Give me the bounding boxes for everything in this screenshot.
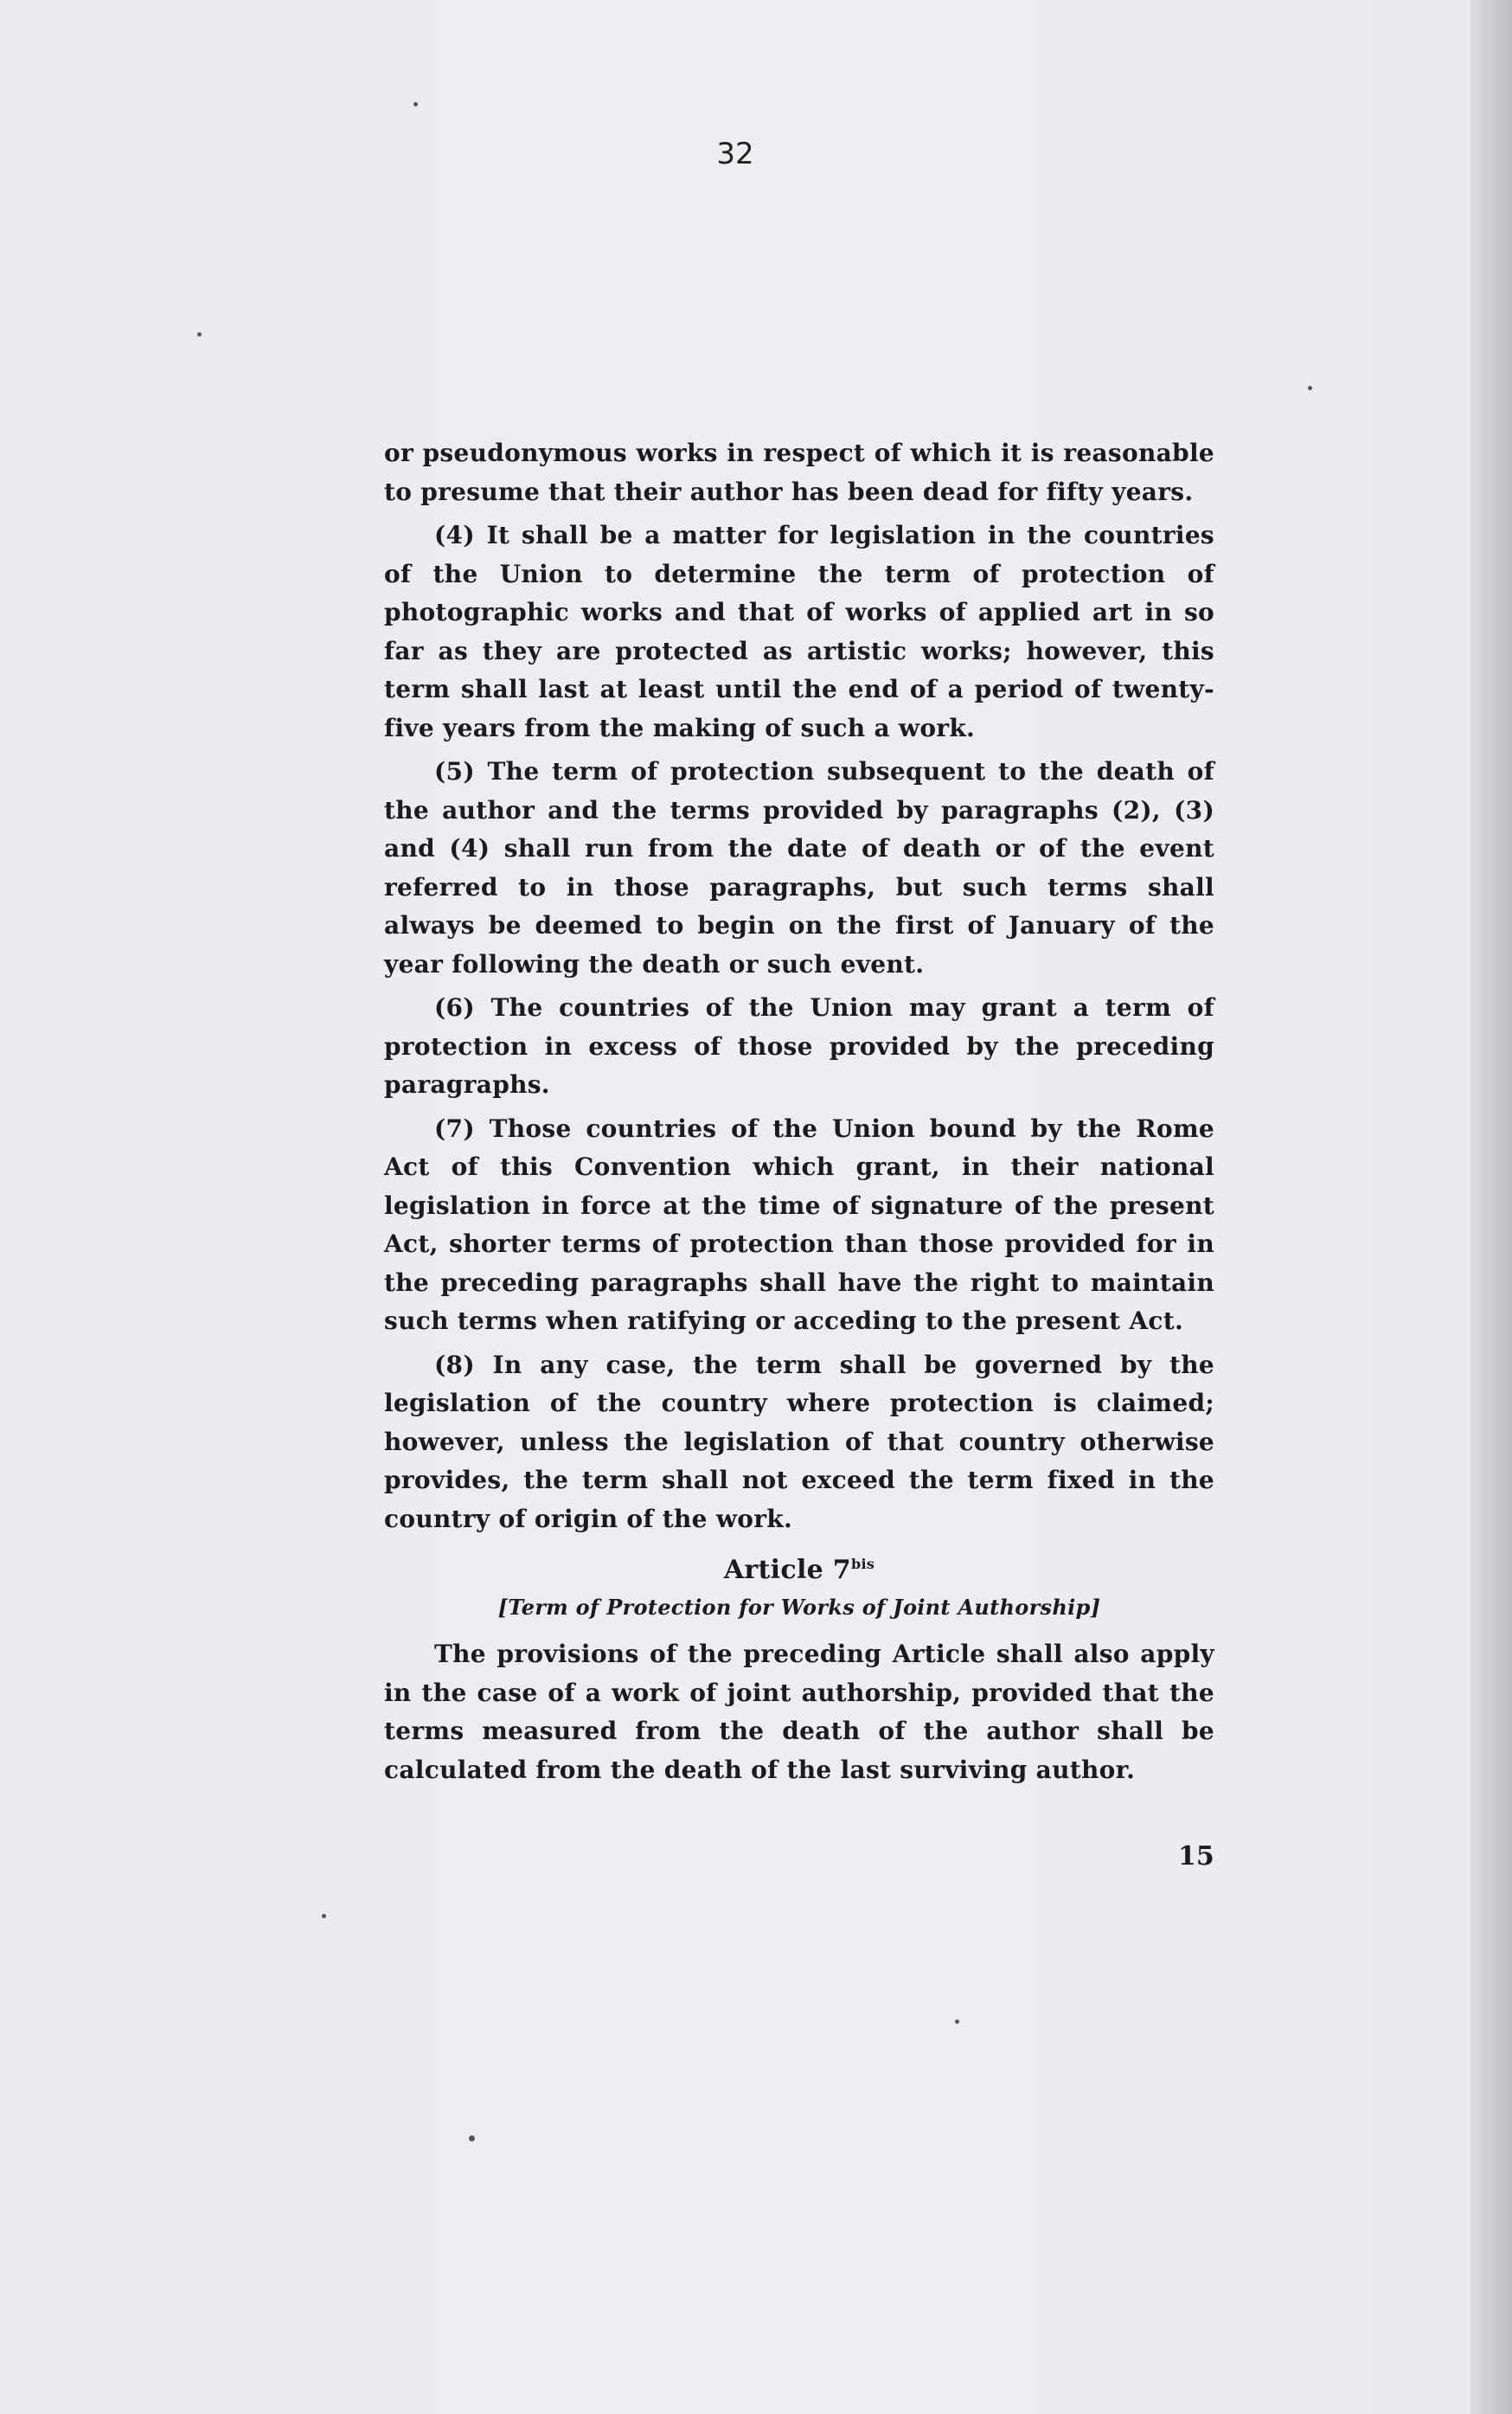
paragraph-8: (8) In any case, the term shall be governed by the legislation of the country where protection is claimed; however, unless the legislation of that country otherwise provides, the term shall not exceed the term fixed in the country of origin of the work.	[384, 1350, 1214, 1533]
article-heading	[384, 1550, 1214, 1590]
dust-speck	[469, 2135, 475, 2141]
paragraph-continuation: or pseudonymous works in respect of which it is reasonable to presume that their author has been dead for fifty years.	[384, 439, 1214, 506]
article-subtitle: [Term of Protection for Works of Joint Authorship]	[497, 1595, 1101, 1620]
page-number: 32	[716, 137, 754, 171]
dust-speck	[1308, 386, 1312, 390]
book-spine-shadow	[1470, 0, 1512, 2414]
body-text	[384, 434, 1214, 1794]
dust-speck	[955, 2019, 959, 2024]
dust-speck	[322, 1914, 326, 1918]
paragraph-4: (4) It shall be a matter for legislation in the countries of the Union to determine the term of protection of photographic works and that of works of applied art in so far as they are protected as artistic works; however, this term shall last at least until the end of a period of twenty-five years from the making of such a work.	[384, 521, 1214, 742]
paragraph-5: (5) The term of protection subsequent to the death of the author and the terms provided by paragraphs (2), (3) and (4) shall run from the date of death or of the event referred to in those paragraphs, but such terms shall always be deemed to begin on the first of January of the year following the death or such event.	[384, 757, 1214, 979]
article-heading-superscript: bis	[850, 1556, 875, 1572]
paragraph-6: (6) The countries of the Union may grant a term of protection in excess of those provided by the preceding paragraphs.	[384, 993, 1214, 1099]
signature-number: 15	[1178, 1841, 1214, 1871]
dust-speck	[197, 332, 202, 337]
paragraph-7: (7) Those countries of the Union bound by the Rome Act of this Convention which grant, in their national legislation in force at the time of signature of the present Act, shorter terms of protection than those provided for in the preceding paragraphs shall have the right to maintain such terms when ratifying or acceding to the present Act.	[384, 1114, 1214, 1335]
article-body: The provisions of the preceding Article shall also apply in the case of a work of joint authorship, provided that the terms measured from the death of the author shall be calculated from the death of the last surviving author.	[384, 1640, 1214, 1784]
article-heading-text: Article 7	[723, 1555, 851, 1585]
dust-speck	[413, 102, 418, 106]
